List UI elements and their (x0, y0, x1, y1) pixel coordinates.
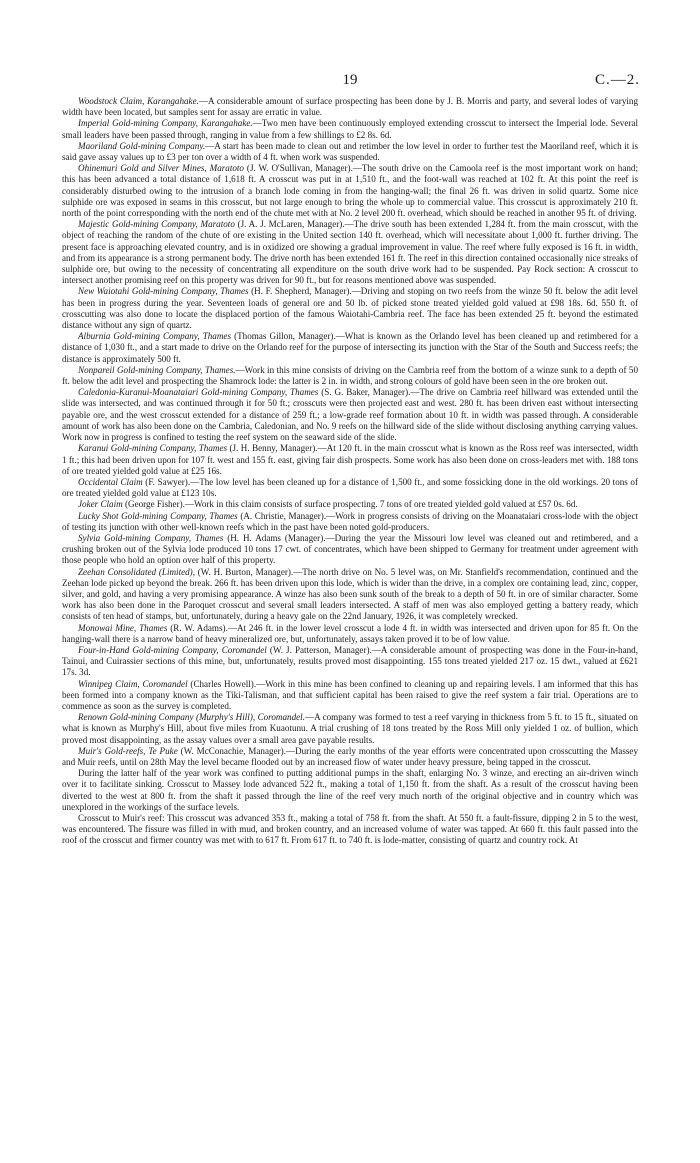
paragraph-text: (J. A. J. McLaren, Manager).—The drive south has been extended 1,284 ft. from the main crosscut, with the object of reaching the random of the chute of ore existing in the United section 140 ft. overhead, which will necessitate about 1,000 ft. further driving. The present face is approaching elevated country, and is in oxidized ore showing a gradual improvement in value. The reef where fully exposed is 16 ft. in width, and from its appearance is a strong permanent body. The drive north has been extended 161 ft. The reef in this direction contained occasionally nice streaks of sulphide ore, but owing to the necessity of concentrating all expenditure on the south drive work had to be suspended. Pay Rock section: A crosscut to intersect another promising reef on this property was driven for 90 ft., but for reasons mentioned above was suspended. (62, 219, 638, 286)
paragraph-lead: Nonpareil Gold-mining Company, Thames. (78, 364, 236, 375)
paragraph (62, 768, 638, 813)
paragraph (62, 163, 638, 219)
paragraph-lead: Renown Gold-mining Company (Murphy's Hill), Coromandel. (78, 712, 305, 723)
paragraph-text: (R. W. Adams).—At 246 ft. in the lower level crosscut a lode 4 ft. in width was intersected and driven upon for 85 ft. On the hanging-wall there is a narrow band of heavy mineralized ore, but, unfortunately, assays taken proved it to be of low value. (62, 622, 639, 644)
paragraph-text: (W. J. Patterson, Manager).—A considerable amount of prospecting was done in the Four-in-hand, Tainui, and Cuirassier sections of this mine, but, unfortunately, results proved most disappointing. 155 tons treated yielded 217 oz. 15 dwt., valued at £621 17s. 3d. (62, 644, 639, 678)
paragraph (62, 286, 638, 331)
page-reference: C.—2. (595, 72, 641, 88)
paragraph-text: (S. G. Baker, Manager).—The drive on Cambria reef hillward was extended until the slide was intersected, and was continued through it for 50 ft.; crosscuts were then projected east and west. 280 ft. has been driven east without intersecting payable ore, and the west crosscut extended for a distance of 259 ft.; a low-grade reef formation about 10 ft. in width was passed through. A considerable amount of work has also been done on the Cambria, Caledonian, and No. 9 reefs on the hillward side of the slide without disclosing anything carrying values. Work now in progress is confined to testing the reef system on the seaward side of the slide. (62, 387, 638, 443)
paragraph-text: (Thomas Gillon, Manager).—What is known as the Orlando level has been cleaned up and retimbered for a distance of 1,030 ft., and a start made to drive on the Orlando reef for the purpose of intersecting its junction with the Star of the South and Success reefs; the distance is approximately 500 ft. (62, 331, 638, 364)
paragraph (62, 712, 638, 746)
paragraph (62, 623, 638, 645)
paragraph-text: During the latter half of the year work was confined to putting additional pumps in the shaft, enlarging No. 3 winze, and erecting an air-driven winch over it to facilitate sinking. Crosscut to Massey lode advanced 522 ft., making a total of 1,150 ft. from the shaft. As a result of the crosscut having been diverted to the west at 800 ft. from the shaft it passed through the line of the reef very much north of the original objective and in country which was unexplored in the workings of the surface levels. (62, 768, 638, 812)
paragraph (62, 96, 638, 118)
paragraph-lead: Caledonia-Kuranui-Moanataiari Gold-mining Company, Thames (78, 387, 319, 398)
paragraph-text: —Two men have been continuously employed extending crosscut to intersect the Imperial lode. Several small leaders have been passed through, ranging in value from a few shillings to £2 8s. 6d. (62, 118, 638, 140)
paragraph-text: (F. Sawyer).—The low level has been cleaned up for a distance of 1,500 ft., and some fossicking done in the old workings. 20 tons of ore treated yielded gold value at £123 10s. (62, 476, 638, 499)
paragraph-lead: New Waiotahi Gold-mining Company, Thames (78, 286, 249, 297)
paragraph (62, 645, 638, 679)
paragraph-lead: Zeehan Consolidated (Limited), (78, 566, 195, 577)
paragraph-lead: Four-in-Hand Gold-mining Company, Coromandel (78, 644, 267, 655)
paragraph-lead: Imperial Gold-mining Company, Karangahake. (78, 118, 253, 129)
paragraph (62, 679, 638, 713)
paragraph-text: (George Fisher).—Work in this claim consists of surface prospecting. 7 tons of ore treated yielded gold valued at £57 0s. 6d. (122, 499, 578, 510)
paragraph-text: (A. Christie, Manager).—Work in progress consists of driving on the Moanataiari cross-lode with the object of testing its junction with other well-known reefs which in the past have been noted gold-producers. (62, 510, 639, 532)
paragraph-lead: Majestic Gold-mining Company, Maratoto (78, 219, 235, 230)
body-text (62, 96, 638, 847)
paragraph (62, 533, 638, 567)
paragraph-lead: Lucky Shot Gold-mining Company, Thames (78, 510, 238, 521)
paragraph-lead: Monowai Mine, Thames (78, 622, 168, 633)
paragraph (62, 331, 638, 365)
paragraph-lead: Occidental Claim (78, 476, 143, 487)
paragraph-text: (J. H. Benny, Manager).—At 120 ft. in the main crosscut what is known as the Ross reef was intersected, width 1 ft.; this had been driven upon for 107 ft. west and 155 ft. east, giving fair dish prospects. Some work has also been done on cross-leaders met with. 188 tons of ore treated yielded gold value at £25 16s. (62, 443, 639, 476)
paragraph-text: —A considerable amount of surface prospecting has been done by J. B. Morris and party, and several lodes of varying width have been located, but samples sent for assay are erratic in value. (62, 96, 638, 118)
paragraph (62, 499, 638, 510)
paragraph-lead: Ohinemuri Gold and Silver Mines, Maratoto (78, 163, 244, 174)
paragraph-lead: Maoriland Gold-mining Company. (78, 140, 206, 151)
paragraph-text: (J. W. O'Sullivan, Manager).—The south drive on the Camoola reef is the most important work on hand; this has been advanced a total distance of 1,618 ft. A crosscut was put in at 1,510 ft., and the foot-wall was reached at 102 ft. At this point the reef is considerably disturbed owing to the intrusion of a branch lode coming in from the hanging-wall; the final 26 ft. was driven in solid quartz. Some nice sulphide ore was exposed in seams in this crosscut, but not large enough to bring the whole up to commercial value. This crosscut is approximately 210 ft. north of the point corresponding with the north end of the chute met with at No. 2 level 200 ft. overhead, which should be reached in another 95 ft. of driving. (62, 163, 638, 219)
paragraph-lead: Joker Claim (78, 499, 123, 510)
page-number: 19 (342, 72, 358, 88)
paragraph-text: —A start has been made to clean out and retimber the low level in order to further test the Maoriland reef, which it is said gave assay values up to £3 per ton over a width of 4 ft. when work was suspended. (62, 140, 638, 163)
paragraph (62, 118, 638, 140)
paragraph-lead: Alburnia Gold-mining Company, Thames (78, 331, 231, 342)
paragraph-lead: Sylvia Gold-mining Company, Thames (78, 532, 224, 543)
paragraph-text: (H. H. Adams (Manager).—During the year the Missouri low level was cleaned out and retimbered, and a crushing broken out of the Sylvia lode produced 10 tons 17 cwt. of concentrates, which have been shipped to Germany for treatment under agreement with those people who hold an option over half of this property. (62, 532, 638, 566)
paragraph-text: (W. H. Burton, Manager).—The north drive on No. 5 level was, on Mr. Stanfield's recommendation, continued and the Zeehan lode picked up beyond the break. 266 ft. has been driven upon this lode, which is wider than the drive, in a complex ore containing lead, zinc, copper, silver, and gold, and having a very promising appearance. A winze has also been sunk south of the break to a depth of 50 ft. in ore of similar character. Some work has also been done in the Paroquet crosscut and several small leaders intersected. A staff of men was also employed getting a battery ready, which consists of ten head of stamps, but, unfortunately, during a heavy gale on the 22nd January, 1926, it was completely wrecked. (62, 566, 638, 622)
paragraph-text: —A company was formed to test a reef varying in thickness from 5 ft. to 15 ft., situated on what is known as Murphy's Hill, about five miles from Kuaotunu. A trial crushing of 18 tons treated by the Ross Mill only yielded 1 oz. of bullion, which proved most disappointing, as the assay values over a small area gave payable results. (62, 712, 638, 745)
paragraph (62, 365, 638, 387)
paragraph (62, 477, 638, 499)
paragraph-lead: Muir's Gold-reefs, Te Puke (78, 745, 178, 756)
paragraph-text: (W. McConachie, Manager).—During the early months of the year efforts were concentrated upon crosscutting the Massey and Muir reefs, until on 28th May the level became flooded out by an increased flow of water under heavy pressure, being tapped in the crosscut. (62, 745, 638, 767)
paragraph-lead: Winnipeg Claim, Coromandel (78, 678, 188, 689)
paragraph (62, 746, 638, 768)
paragraph-text: (H. F. Shepherd, Manager).—Driving and stoping on two reefs from the winze 50 ft. below the adit level has been in progress during the year. Seventeen loads of general ore and 50 lb. of picked stone treated yielded gold valued at £98 18s. 6d. 550 ft. of crosscutting was also done to locate the displaced portion of the famous Waiotahi-Cambria reef. The face has been extended 25 ft. beyond the estimated distance without any sign of quartz. (62, 286, 639, 331)
paragraph (62, 567, 638, 623)
paragraph-lead: Woodstock Claim, Karangahake. (78, 96, 199, 106)
paragraph-lead: Karanui Gold-mining Company, Thames (78, 443, 228, 454)
paragraph-text: (Charles Howell).—Work in this mine has been confined to cleaning up and repairing levels. I am informed that this has been formed into a company known as the Tiki-Talisman, and that sufficient capital has been raised to give the reef system a fair trial. Operations are to commence as soon as the survey is completed. (62, 678, 638, 711)
paragraph (62, 813, 638, 847)
paragraph (62, 511, 638, 533)
paragraph (62, 443, 638, 477)
paragraph (62, 219, 638, 286)
paragraph (62, 141, 638, 163)
paragraph-text: Crosscut to Muir's reef: This crosscut was advanced 353 ft., making a total of 758 ft. from the shaft. At 550 ft. a fault-fissure, dipping 2 in 5 to the west, was encountered. The fissure was filled in with mud, and broken country, and an increased volume of water was tapped. At 660 ft. this fault passed into the roof of the crosscut and firmer country was met with to 617 ft. From 617 ft. to 740 ft. is lode-matter, consisting of quartz and country rock. At (62, 813, 638, 846)
paragraph-text: —Work in this mine consists of driving on the Cambria reef from the bottom of a winze sunk to a depth of 50 ft. below the adit level and prospecting the Shamrock lode: the latter is 2 in. in width, and strong colours of gold have been seen in the ore broken out. (62, 364, 639, 387)
paragraph (62, 387, 638, 443)
